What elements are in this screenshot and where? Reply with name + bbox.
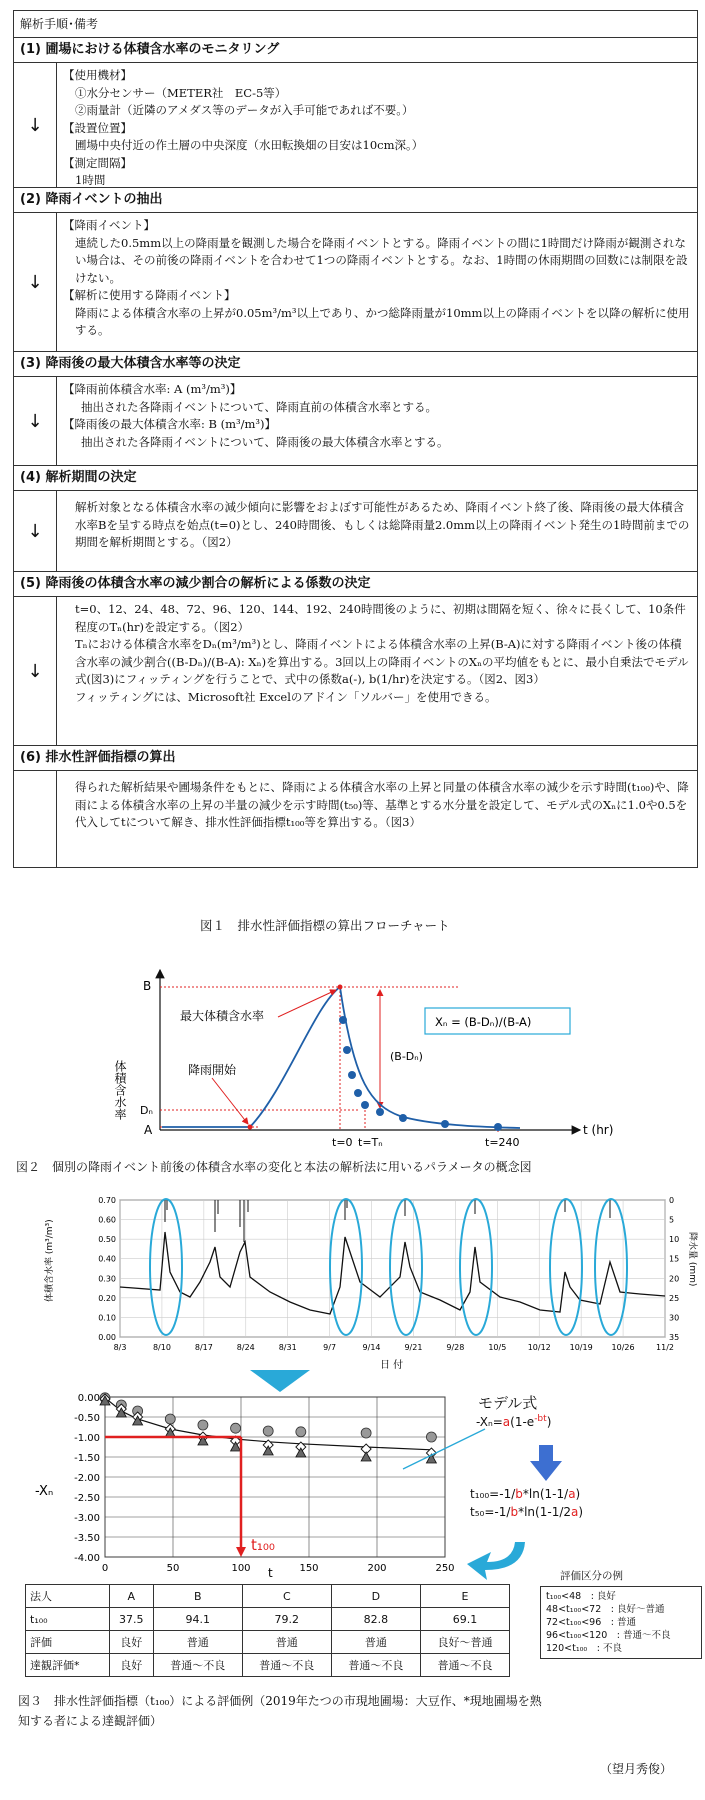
eval-item: 96<t₁₀₀<120 : 普通～不良 bbox=[546, 1630, 671, 1641]
figure-1-caption: 図１ 排水性評価指標の算出フローチャート bbox=[200, 918, 450, 933]
text-line: ②雨量計（近隣のアメダス等のデータが入手可能であれば不要。） bbox=[75, 103, 414, 117]
flowchart-header: 解析手順･備考 bbox=[14, 11, 697, 38]
x-tick-label: 10/5 bbox=[488, 1343, 507, 1352]
down-arrow-icon bbox=[530, 1445, 562, 1481]
scatter-y-ticks bbox=[74, 1393, 100, 1564]
text-line: 降雨による体積含水率の上昇が0.05m³/m³以上であり、かつ総降雨量が10mm以上の降雨イベントを以降の解析に使用する。 bbox=[75, 305, 690, 337]
t-axis-label: t bbox=[268, 1566, 273, 1580]
text-line: 【解析に使用する降雨イベント】 bbox=[63, 288, 236, 302]
text-line: 【測定間隔】 bbox=[63, 155, 132, 170]
y-tick-label: -1.00 bbox=[74, 1433, 100, 1444]
table-cell: t₁₀₀ bbox=[26, 1608, 110, 1631]
text-line: フィッティングには、Microsoft社 Excelのアドイン「ソルバー」を使用できる。 bbox=[75, 689, 497, 704]
text-line: 抽出された各降雨イベントについて、降雨直前の体積含水率とする。 bbox=[81, 399, 438, 414]
table-cell: 良好 bbox=[109, 1631, 153, 1654]
table-cell: 良好～普通 bbox=[420, 1631, 509, 1654]
timeseries-y-ticks bbox=[98, 1196, 116, 1342]
y-tick-label: -3.50 bbox=[74, 1533, 100, 1544]
text-line: 【降雨後の最大体積含水率: B (m³/m³)】 bbox=[63, 417, 277, 431]
table-cell: 37.5 bbox=[109, 1608, 153, 1631]
y2-tick-label: 15 bbox=[669, 1254, 680, 1264]
table-cell: 達観評価* bbox=[26, 1654, 110, 1677]
y-tick-label: -1.50 bbox=[74, 1453, 100, 1464]
eval-item: 120<t₁₀₀ : 不良 bbox=[546, 1643, 622, 1654]
y-tick-label: -4.00 bbox=[74, 1553, 100, 1564]
down-arrow-icon: ↓ bbox=[14, 63, 57, 187]
down-arrow-icon: ↓ bbox=[14, 491, 57, 571]
table-cell: 良好 bbox=[109, 1654, 153, 1677]
x-tick-label: 8/31 bbox=[278, 1343, 297, 1352]
label-B: B bbox=[143, 979, 152, 993]
table-header-cell: A bbox=[109, 1585, 153, 1608]
timeseries-y2-ticks bbox=[669, 1196, 679, 1342]
data-point-circle bbox=[231, 1423, 241, 1433]
x-tick-label: 10/19 bbox=[569, 1343, 593, 1352]
section-5-body bbox=[14, 597, 697, 746]
label-Dn: Dₙ bbox=[140, 1104, 153, 1117]
t100-label: t₁₀₀ bbox=[251, 1536, 275, 1554]
y-tick-label: 0.60 bbox=[98, 1215, 116, 1225]
y-tick-label: -3.00 bbox=[74, 1513, 100, 1524]
y-tick-label: -2.50 bbox=[74, 1493, 100, 1504]
section-2-body bbox=[14, 213, 697, 352]
text-line: 1時間 bbox=[75, 173, 106, 187]
y-tick-label: 0.10 bbox=[98, 1313, 116, 1323]
figure-3-scatter bbox=[30, 1385, 470, 1580]
x-tick-label: 10/12 bbox=[527, 1343, 551, 1352]
y2-tick-label: 35 bbox=[669, 1333, 680, 1342]
section-4-body bbox=[14, 491, 697, 572]
y2-tick-label: 30 bbox=[669, 1313, 680, 1323]
x-tick-label: 100 bbox=[231, 1563, 251, 1574]
x-tick-label: 8/10 bbox=[152, 1343, 171, 1352]
text-line: Tₙにおける体積含水率をDₙ(m³/m³)とし、降雨イベントによる体積含水率の上昇(B-A)に対する降雨イベント後の体積含水率の減少割合((B-Dₙ)/(B-A): Xₙ)を算出する。3回以上の降雨イベントのXₙの平均値をもとに、最小自乗法でモデル式(図3)にフィッティングを行うことで、式中の係数a(-), b(1/hr)を決定する。（図2、図3） bbox=[75, 637, 689, 686]
section-5-title: (5) 降雨後の体積含水率の減少割合の解析による係数の決定 bbox=[14, 572, 697, 597]
eval-item: 72<t₁₀₀<96 : 普通 bbox=[546, 1617, 636, 1628]
x-tick-label: 200 bbox=[367, 1563, 387, 1574]
eval-title: 評価区分の例 bbox=[560, 1570, 623, 1582]
right-y-label: 降水量 (mm) bbox=[687, 1232, 697, 1287]
figure-3-caption-line2: 知する者による達観評価） bbox=[18, 1714, 163, 1728]
x-tick-label: 250 bbox=[435, 1563, 455, 1574]
x-tick-label: 0 bbox=[101, 1563, 109, 1574]
figure-3-timeseries bbox=[40, 1192, 700, 1372]
section-1-body bbox=[14, 63, 697, 188]
text-line: 【降雨イベント】 bbox=[63, 218, 155, 232]
y-tick-label: 0.50 bbox=[98, 1235, 116, 1245]
y-tick-label: 0.40 bbox=[98, 1254, 116, 1264]
x-axis-label: t (hr) bbox=[583, 1123, 614, 1137]
table-cell: 普通 bbox=[153, 1631, 242, 1654]
down-arrow-icon: ↓ bbox=[14, 597, 57, 745]
x-tick-label: 11/2 bbox=[656, 1343, 674, 1352]
table-cell: 普通～不良 bbox=[153, 1654, 242, 1677]
label-bdn: (B-Dₙ) bbox=[390, 1050, 423, 1063]
eval-item: t₁₀₀<48 : 良好 bbox=[546, 1591, 616, 1602]
table-cell: 普通 bbox=[242, 1631, 331, 1654]
section-3-body bbox=[14, 377, 697, 466]
x-tick-label: 9/28 bbox=[446, 1343, 465, 1352]
table-header-cell: D bbox=[331, 1585, 420, 1608]
section-1-title: (1) 圃場における体積含水率のモニタリング bbox=[14, 38, 697, 63]
t50-formula: t₅₀=-1/b*ln(1-1/2a) bbox=[470, 1505, 584, 1519]
x-tick-label: 50 bbox=[166, 1563, 180, 1574]
x-tick-label: 150 bbox=[299, 1563, 319, 1574]
y-tick-label: -0.50 bbox=[74, 1413, 100, 1424]
down-arrow-icon: ↓ bbox=[14, 377, 57, 465]
t100-formula: t₁₀₀=-1/b*ln(1-1/a) bbox=[470, 1487, 581, 1501]
x-tick-label: 9/14 bbox=[362, 1343, 381, 1352]
table-header-cell: E bbox=[420, 1585, 509, 1608]
formula-text: Xₙ = (B-Dₙ)/(B-A) bbox=[435, 1015, 532, 1029]
eval-criteria-box bbox=[540, 1586, 702, 1659]
author: （望月秀俊） bbox=[600, 1762, 673, 1776]
y-tick-label: -2.00 bbox=[74, 1473, 100, 1484]
x-tick-label: 10/26 bbox=[611, 1343, 635, 1352]
scatter-grid bbox=[105, 1397, 445, 1557]
text-line: 抽出された各降雨イベントについて、降雨後の最大体積含水率とする。 bbox=[81, 434, 449, 449]
curved-arrow-icon bbox=[465, 1540, 535, 1584]
label-t0: t=0 bbox=[332, 1136, 353, 1149]
table-cell: 82.8 bbox=[331, 1608, 420, 1631]
y-tick-label: 0.00 bbox=[77, 1393, 100, 1404]
label-A: A bbox=[144, 1123, 153, 1137]
table-cell: 69.1 bbox=[420, 1608, 509, 1631]
text-line: ①水分センサー（METER社 EC-5等） bbox=[75, 85, 287, 100]
table-cell: 普通～不良 bbox=[420, 1654, 509, 1677]
x-tick-label: 8/3 bbox=[113, 1343, 127, 1352]
text-line: 圃場中央付近の作土層の中央深度（水田転換畑の目安は10cm深。） bbox=[75, 138, 424, 152]
data-point-circle bbox=[263, 1426, 273, 1436]
section-2-title: (2) 降雨イベントの抽出 bbox=[14, 188, 697, 213]
text-line: 【使用機材】 bbox=[63, 68, 132, 82]
text-line: 【降雨前体積含水率: A (m³/m³)】 bbox=[63, 382, 242, 396]
table-cell: 79.2 bbox=[242, 1608, 331, 1631]
section-4-title: (4) 解析期間の決定 bbox=[14, 466, 697, 491]
y2-tick-label: 25 bbox=[669, 1293, 680, 1303]
data-point-circle bbox=[198, 1420, 208, 1430]
table-header-cell: 法人 bbox=[26, 1585, 110, 1608]
table-cell: 普通～不良 bbox=[242, 1654, 331, 1677]
data-point-circle bbox=[165, 1414, 175, 1424]
label-rain-start: 降雨開始 bbox=[188, 1063, 237, 1077]
x-tick-label: 8/17 bbox=[194, 1343, 213, 1352]
data-point-circle bbox=[296, 1427, 306, 1437]
table-header-cell: B bbox=[153, 1585, 242, 1608]
table-cell: 普通～不良 bbox=[331, 1654, 420, 1677]
figure-2-diagram bbox=[100, 960, 620, 1150]
label-max-moisture: 最大体積含水率 bbox=[180, 1009, 265, 1023]
text-line: 連続した0.5mm以上の降雨量を観測した場合を降雨イベントとする。降雨イベントの間に1時間だけ降雨が観測されない場合は、その前後の降雨イベントを合わせて1つの降雨イベントとする。なお、1時間の休雨期間の回数には制限を設けない。 bbox=[75, 235, 688, 285]
text-line: 【設置位置】 bbox=[63, 120, 132, 135]
arrow-cell bbox=[14, 771, 57, 867]
table-row bbox=[26, 1631, 510, 1654]
date-axis-label: 日 付 bbox=[380, 1360, 404, 1371]
results-table bbox=[25, 1584, 510, 1677]
data-point-circle bbox=[361, 1428, 371, 1438]
section-3-title: (3) 降雨後の最大体積含水率等の決定 bbox=[14, 352, 697, 377]
scatter-x-ticks bbox=[102, 1563, 455, 1574]
figure-3-caption-line1: 図３ 排水性評価指標（t₁₀₀）による評価例（2019年たつの市現地圃場：大豆作、*現地圃場を熟 bbox=[18, 1694, 542, 1708]
y-tick-label: 0.00 bbox=[98, 1333, 116, 1342]
x-tick-label: 9/7 bbox=[323, 1343, 337, 1352]
label-t240: t=240 bbox=[485, 1136, 520, 1149]
table-row bbox=[26, 1654, 510, 1677]
y2-tick-label: 20 bbox=[669, 1274, 680, 1284]
text-line: 得られた解析結果や圃場条件をもとに、降雨による体積含水率の上昇と同量の体積含水率の減少を示す時間(t₁₀₀)や、降雨による体積含水率の上昇の半量の減少を示す時間(t₅₀)等、基準とする水分量を設定して、モデル式のXₙに1.0や0.5を代入してtについて解き、排水性評価指標t₁₀₀等を算出する。（図3） bbox=[75, 780, 689, 829]
table-row bbox=[26, 1608, 510, 1631]
y-axis-label: 体積含水率 bbox=[113, 1060, 127, 1120]
table-cell: 普通 bbox=[331, 1631, 420, 1654]
timeseries-x-ticks bbox=[114, 1343, 674, 1352]
down-arrow-icon: ↓ bbox=[14, 213, 57, 351]
table-header-row bbox=[26, 1585, 510, 1608]
model-title: モデル式 bbox=[478, 1394, 538, 1412]
table-cell: 評価 bbox=[26, 1631, 110, 1654]
figure-2-caption: 図２ 個別の降雨イベント前後の体積含水率の変化と本法の解析法に用いるパラメータの概念図 bbox=[16, 1160, 532, 1174]
flowchart bbox=[13, 10, 698, 868]
left-y-label: 体積含水率 (m³/m³) bbox=[45, 1219, 55, 1302]
table-cell: 94.1 bbox=[153, 1608, 242, 1631]
label-tn: t=Tₙ bbox=[358, 1136, 383, 1149]
pointer-line bbox=[395, 1425, 495, 1475]
x-tick-label: 9/21 bbox=[404, 1343, 423, 1352]
y-tick-label: 0.70 bbox=[98, 1196, 116, 1205]
y-tick-label: 0.30 bbox=[98, 1274, 116, 1284]
text-line: t=0、12、24、48、72、96、120、144、192、240時間後のように、初期は間隔を短く、徐々に長くして、10条件程度のTₙ(hr)を設定する。（図2） bbox=[75, 602, 686, 634]
model-formula: $-X_n=a(1-e^{-bt})$ bbox=[476, 1414, 552, 1429]
xn-axis-label: -Xₙ bbox=[35, 1484, 54, 1499]
section-6-body bbox=[14, 771, 697, 868]
section-6-title: (6) 排水性評価指標の算出 bbox=[14, 746, 697, 771]
table-header-cell: C bbox=[242, 1585, 331, 1608]
eval-item: 48<t₁₀₀<72 : 良好～普通 bbox=[546, 1604, 665, 1615]
text-line: 解析対象となる体積含水率の減少傾向に影響をおよぼす可能性があるため、降雨イベント終了後、降雨後の最大体積含水率Bを呈する時点を始点(t=0)とし、240時間後、もしくは総降雨量2.0mm以上の降雨イベント発生の1時間前までの期間を解析期間とする。（図2） bbox=[75, 500, 690, 549]
y-tick-label: 0.20 bbox=[98, 1293, 116, 1303]
y2-tick-label: 10 bbox=[669, 1235, 680, 1245]
y2-tick-label: 0 bbox=[669, 1196, 675, 1205]
y2-tick-label: 5 bbox=[669, 1215, 675, 1225]
x-tick-label: 8/24 bbox=[236, 1343, 255, 1352]
